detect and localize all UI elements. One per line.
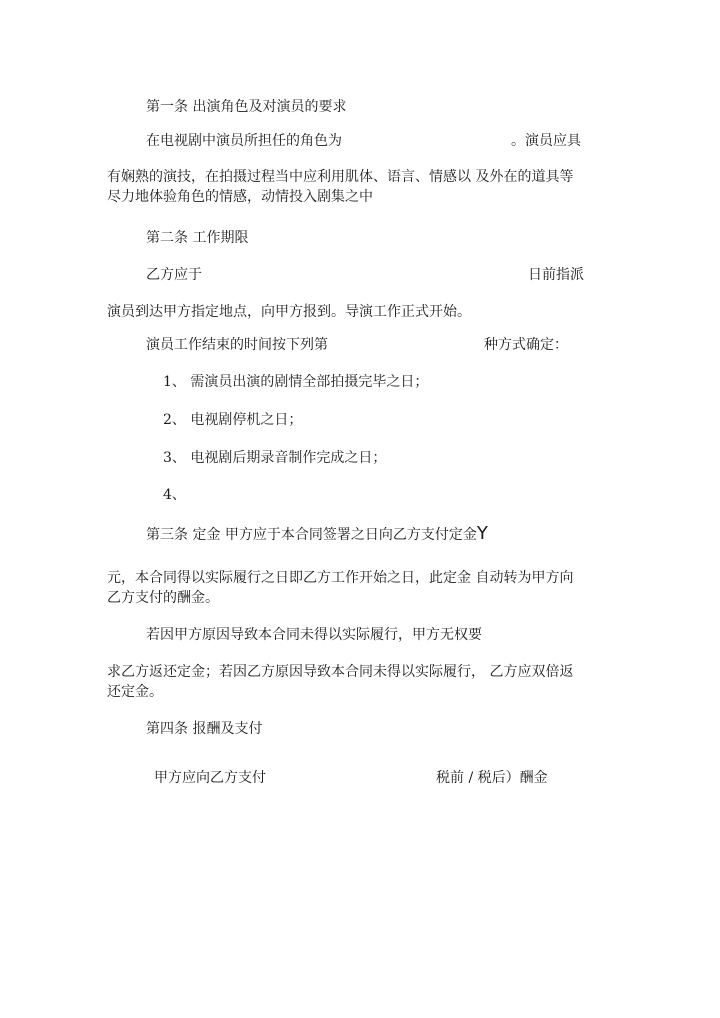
article3-heading	[146, 523, 488, 546]
article3-heading-text: 第三条 定金 甲方应于本合同签署之日向乙方支付定金	[146, 527, 477, 543]
list-item: 1、 需演员出演的剧情全部拍摄完毕之日；	[163, 374, 429, 390]
list-item: 4、	[163, 487, 186, 503]
article1-body-line: 尽力地体验角色的情感，动情投入剧集之中	[107, 189, 373, 205]
article2-report-text: 乙方应于	[146, 267, 202, 283]
article1-role-text-end: 。演员应具	[511, 133, 581, 149]
article2-body-line: 演员到达甲方指定地点，向甲方报到。导演工作正式开始。	[107, 304, 471, 320]
article4-payment-text-end: 税前 / 税后）酬金	[436, 770, 548, 786]
article2-heading: 第二条 工作期限	[146, 230, 249, 246]
list-item: 3、 电视剧后期录音制作完成之日；	[163, 450, 387, 466]
article3-body-line: 元，本合同得以实际履行之日即乙方工作开始之日，此定金 自动转为甲方向	[107, 570, 574, 586]
article2-report-text-end: 日前指派	[528, 267, 584, 283]
article2-end-method-text: 演员工作结束的时间按下列第	[146, 337, 328, 353]
article3-body-line: 求乙方返还定金；若因乙方原因导致本合同未得以实际履行， 乙方应双倍返	[107, 664, 574, 680]
article4-heading: 第四条 报酬及支付	[146, 721, 263, 737]
article1-heading: 第一条 出演角色及对演员的要求	[146, 99, 347, 115]
article1-role-text: 在电视剧中演员所担任的角色为	[146, 133, 342, 149]
article4-payment-text: 甲方应向乙方支付	[154, 770, 266, 786]
article1-body-line: 有娴熟的演技，在拍摄过程当中应利用肌体、语言、情感以 及外在的道具等	[107, 169, 574, 185]
list-item: 2、 电视剧停机之日；	[163, 412, 303, 428]
currency-symbol: Y	[476, 523, 488, 544]
article3-body-line: 若因甲方原因导致本合同未得以实际履行，甲方无权要	[146, 627, 482, 643]
article3-body-line: 乙方支付的酬金。	[107, 590, 219, 606]
article3-body-line: 还定金。	[107, 684, 163, 700]
article2-end-method-text-end: 种方式确定：	[484, 337, 568, 353]
